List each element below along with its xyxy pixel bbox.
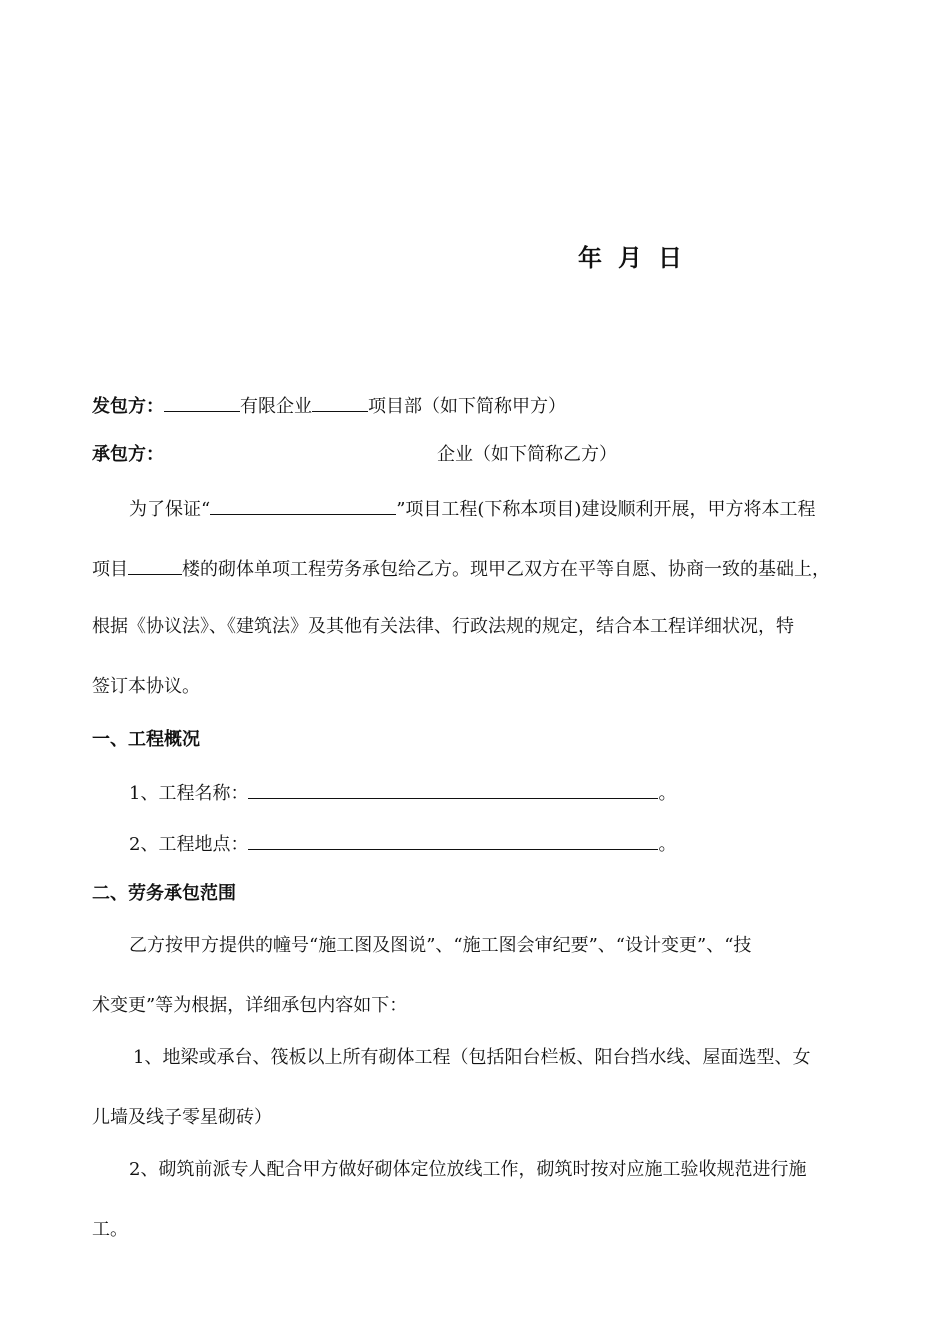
project-location-line [129,830,676,857]
contractor-line [92,392,566,419]
intro-text-2b: 楼的砌体单项工程劳务承包给乙方。现甲乙双方在平等自愿、协商一致的基础上， [182,559,830,580]
project-name-end: 。 [658,783,677,804]
section-1-title: 一、工程概况 [92,729,200,750]
building-number-blank[interactable] [128,555,182,575]
project-location-field[interactable] [248,830,658,850]
date-line [578,238,698,273]
scope-item-1-line-1: 1、地梁或承台、筏板以上所有砌体工程（包括阳台栏板、阳台挡水线、屋面选型、女 [133,1047,811,1068]
intro-text-2a: 项目 [92,559,128,580]
project-name-field[interactable] [248,779,658,799]
subcontractor-line [92,443,164,467]
contractor-dept-suffix: 项目部（如下简称甲方） [368,396,566,417]
project-location-label: 2、工程地点： [129,834,249,855]
project-name-label: 1、工程名称： [129,783,249,804]
contractor-company-blank[interactable] [164,392,240,412]
project-location-end: 。 [658,834,677,855]
contractor-company-suffix: 有限企业 [240,396,312,417]
intro-text-1b: ”项目工程(下称本项目)建设顺利开展，甲方将本工程 [396,499,816,520]
scope-item-2-line-2: 工。 [92,1219,128,1240]
scope-item-1-line-2: 儿墙及线子零星砌砖） [92,1107,272,1128]
scope-para-line-1: 乙方按甲方提供的幢号“施工图及图说”、“施工图会审纪要”、“设计变更”、“技 [129,935,752,956]
section-2-title: 二、劳务承包范围 [92,883,236,904]
date-year: 年 [578,244,604,272]
intro-line-2 [92,555,830,582]
contractor-label: 发包方： [92,396,164,417]
intro-text-1a: 为了保证“ [129,499,211,520]
intro-line-3: 根据《协议法》、《建筑法》及其他有关法律、行政法规的规定，结合本工程详细状况，特 [92,616,794,637]
scope-para-line-2: 术变更”等为根据，详细承包内容如下： [92,995,408,1016]
intro-line-1 [129,495,815,522]
contractor-dept-blank[interactable] [312,392,368,412]
date-day: 日 [658,244,684,272]
subcontractor-suffix: 企业（如下简称乙方） [437,444,617,465]
subcontractor-label: 承包方： [92,444,164,465]
date-month: 月 [618,244,644,272]
scope-item-2-line-1: 2、砌筑前派专人配合甲方做好砌体定位放线工作，砌筑时按对应施工验收规范进行施 [129,1159,807,1180]
intro-line-4: 签订本协议。 [92,676,200,697]
project-name-line [129,779,676,806]
project-name-blank[interactable] [210,495,396,515]
